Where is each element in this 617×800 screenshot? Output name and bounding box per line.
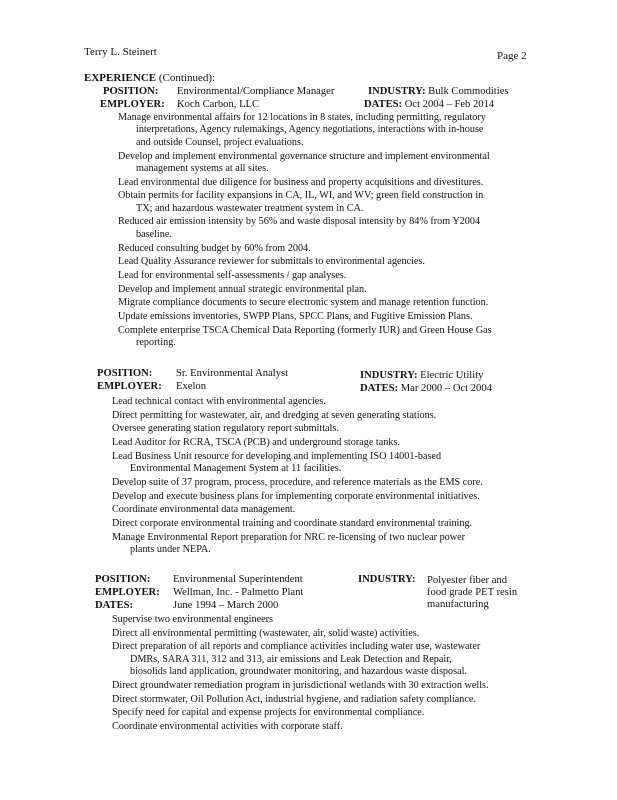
duty-line: Coordinate environmental data management. bbox=[112, 504, 296, 516]
job-2-position-row bbox=[97, 368, 289, 380]
duty-continuation: plants under NEPA. bbox=[130, 544, 211, 556]
duty-continuation: TX; and hazardous wastewater treatment system in CA. bbox=[136, 202, 364, 214]
duty-item bbox=[112, 641, 489, 678]
duty-item bbox=[112, 477, 483, 489]
job-3-employer: Wellman, Inc. - Palmetto Plant bbox=[173, 587, 304, 598]
job-2-employer: Exelon bbox=[176, 381, 207, 392]
industry-line: manufacturing bbox=[427, 599, 489, 611]
position-label: POSITION: bbox=[97, 368, 153, 379]
duty-continuation: reporting. bbox=[136, 337, 176, 349]
duty-line: Lead Quality Assurance reviewer for submittals to environmental agencies. bbox=[118, 256, 425, 268]
duty-item bbox=[118, 216, 492, 241]
job-1-position-row bbox=[103, 86, 335, 98]
employer-label: EMPLOYER: bbox=[100, 99, 165, 110]
duty-item bbox=[118, 256, 492, 268]
dates-label: DATES: bbox=[95, 600, 134, 611]
job-2-dates: Mar 2000 – Oct 2004 bbox=[400, 383, 492, 394]
section-title-suffix: (Continued): bbox=[158, 72, 216, 84]
job-1-dates-row bbox=[364, 99, 494, 111]
section-title-label: EXPERIENCE bbox=[84, 72, 157, 84]
duty-item bbox=[118, 190, 492, 215]
duty-item bbox=[112, 504, 483, 516]
industry-line: food grade PET resin bbox=[427, 587, 518, 599]
industry-line: Polyester fiber and bbox=[427, 575, 508, 586]
job-1-industry: Bulk Commodities bbox=[428, 86, 509, 97]
job-1-employer: Koch Carbon, LLC bbox=[177, 99, 260, 110]
duty-item bbox=[112, 680, 489, 692]
duty-item bbox=[112, 423, 483, 435]
duty-item bbox=[112, 694, 489, 706]
duty-item bbox=[118, 311, 492, 323]
duty-continuation: DMRs, SARA 311, 312 and 313, air emissions and Leak Detection and Repair, bbox=[130, 653, 452, 665]
duty-item bbox=[118, 297, 492, 309]
duty-line: Supervise two environmental engineers bbox=[112, 614, 273, 625]
duty-continuation: management systems at all sites. bbox=[136, 162, 269, 174]
job-2-industry: Electric Utility bbox=[420, 370, 484, 381]
job-3-position: Environmental Superintendent bbox=[173, 574, 303, 585]
duty-item bbox=[118, 112, 492, 149]
duty-line: Obtain permits for facility expansions in CA, IL, WI, and WV; green field construction in bbox=[118, 190, 484, 202]
duty-line: Lead Business Unit resource for developing and implementing ISO 14001-based bbox=[112, 450, 442, 462]
duty-line: Reduced air emission intensity by 56% and waste disposal intensity by 84% from Y2004 bbox=[118, 216, 481, 228]
employer-label: EMPLOYER: bbox=[97, 381, 162, 392]
duty-line: Develop and implement annual strategic environmental plan. bbox=[118, 283, 367, 295]
duty-line: Develop and execute business plans for implementing corporate environmental initiatives. bbox=[112, 490, 480, 502]
duty-line: Lead Auditor for RCRA, TSCA (PCB) and underground storage tanks. bbox=[112, 437, 400, 449]
job-3-industry bbox=[427, 575, 517, 612]
duty-line: Direct corporate environmental training and coordinate standard environmental training. bbox=[112, 518, 473, 530]
header-name: Terry L. Steinert bbox=[84, 46, 157, 58]
job-2-industry-row bbox=[360, 370, 483, 382]
duty-item bbox=[112, 518, 483, 530]
position-label: POSITION: bbox=[103, 86, 159, 97]
duty-item bbox=[112, 614, 489, 626]
duty-line: Direct preparation of all reports and compliance activities including water use, wastewater bbox=[112, 641, 481, 653]
duty-line: Lead environmental due diligence for business and property acquisitions and divestitures. bbox=[118, 176, 484, 188]
job-3-position-row bbox=[95, 574, 303, 586]
job-3-dates: June 1994 – March 2000 bbox=[173, 600, 279, 611]
duty-continuation: baseline. bbox=[136, 228, 172, 240]
duty-item bbox=[112, 451, 483, 476]
duty-item bbox=[118, 325, 492, 350]
duty-item bbox=[112, 721, 489, 733]
job-1-employer-row bbox=[100, 99, 260, 111]
duty-line: Manage Environmental Report preparation for NRC re-licensing of two nuclear power bbox=[112, 531, 466, 543]
dates-label: DATES: bbox=[364, 99, 403, 110]
job-3-dates-row bbox=[95, 600, 279, 612]
industry-label: INDUSTRY: bbox=[360, 370, 418, 381]
job-3-employer-row bbox=[95, 587, 304, 599]
duty-line: Develop suite of 37 program, process, procedure, and reference materials as the EMS core. bbox=[112, 476, 483, 488]
duty-continuation: interpretations, Agency rulemakings, Agency negotiations, interactions with in-house bbox=[136, 124, 484, 136]
duty-item bbox=[112, 396, 483, 408]
duty-item bbox=[118, 151, 492, 176]
duty-line: Lead for environmental self-assessments / gap analyses. bbox=[118, 269, 347, 281]
job-1-dates: Oct 2004 – Feb 2014 bbox=[404, 99, 495, 110]
duty-item bbox=[112, 491, 483, 503]
duty-item bbox=[112, 628, 489, 640]
duty-item bbox=[112, 410, 483, 422]
duty-line: Complete enterprise TSCA Chemical Data Reporting (formerly IUR) and Green House Gas bbox=[118, 324, 492, 336]
job-2-dates-row bbox=[360, 383, 492, 395]
job-2-position: Sr. Environmental Analyst bbox=[176, 368, 289, 379]
duty-line: Direct permitting for wastewater, air, and dredging at seven generating stations. bbox=[112, 409, 437, 421]
duty-line: Migrate compliance documents to secure electronic system and manage retention function. bbox=[118, 297, 489, 309]
industry-label: INDUSTRY: bbox=[358, 574, 416, 585]
employer-label: EMPLOYER: bbox=[95, 587, 160, 598]
duty-continuation: Environmental Management System at 11 facilities. bbox=[130, 463, 342, 475]
duty-item bbox=[118, 243, 492, 255]
duty-item bbox=[118, 284, 492, 296]
duty-line: Manage environmental affairs for 12 locations in 8 states, including permitting, regulatory bbox=[118, 112, 486, 123]
duty-item bbox=[118, 177, 492, 189]
duty-item bbox=[112, 707, 489, 719]
duty-line: Oversee generating station regulatory report submittals. bbox=[112, 423, 339, 435]
duty-continuation: and outside Counsel, project evaluations. bbox=[136, 136, 304, 148]
header-page-number: Page 2 bbox=[497, 50, 527, 62]
duty-line: Direct all environmental permitting (wastewater, air, solid waste) activities. bbox=[112, 627, 420, 639]
duty-item bbox=[112, 532, 483, 557]
position-label: POSITION: bbox=[95, 574, 151, 585]
duty-line: Lead technical contact with environmental agencies. bbox=[112, 396, 326, 407]
job-2-employer-row bbox=[97, 381, 207, 393]
job-3-duties bbox=[112, 614, 489, 733]
job-2-duties bbox=[112, 396, 483, 557]
duty-line: Update emissions inventories, SWPP Plans, SPCC Plans, and Fugitive Emission Plans. bbox=[118, 311, 473, 323]
duty-line: Direct stormwater, Oil Pollution Act, industrial hygiene, and radiation safety compliance. bbox=[112, 693, 476, 705]
dates-label: DATES: bbox=[360, 383, 399, 394]
duty-line: Develop and implement environmental governance structure and implement environmental bbox=[118, 150, 490, 162]
section-title bbox=[84, 72, 215, 84]
job-1-duties bbox=[118, 112, 492, 350]
duty-line: Coordinate environmental activities with corporate staff. bbox=[112, 721, 343, 733]
duty-line: Direct groundwater remediation program in jurisdictional wetlands with 30 extraction wells. bbox=[112, 679, 489, 691]
duty-continuation: biosolids land application, groundwater monitoring, and hazardous waste disposal. bbox=[130, 666, 467, 678]
job-3-industry-row bbox=[358, 574, 416, 586]
job-1-industry-row bbox=[368, 86, 509, 98]
duty-line: Specify need for capital and expense projects for environmental compliance. bbox=[112, 707, 425, 719]
duty-line: Reduced consulting budget by 60% from 2004. bbox=[118, 242, 311, 254]
duty-item bbox=[118, 270, 492, 282]
industry-label: INDUSTRY: bbox=[368, 86, 426, 97]
duty-item bbox=[112, 437, 483, 449]
job-1-position: Environmental/Compliance Manager bbox=[177, 86, 335, 97]
